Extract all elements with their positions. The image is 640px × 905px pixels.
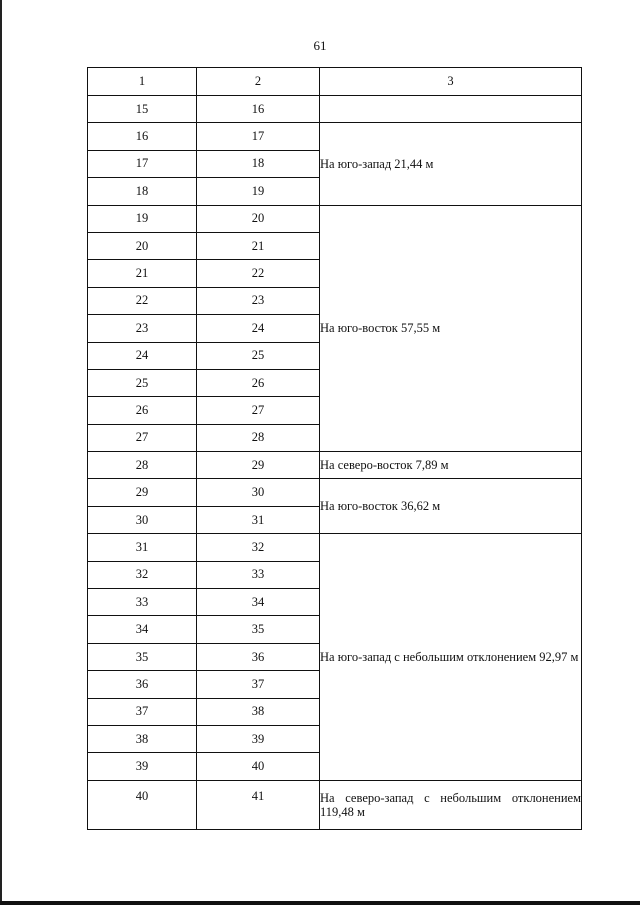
from-point-cell: 39 [88, 753, 197, 780]
to-point-cell: 24 [197, 315, 320, 342]
to-point-cell: 40 [197, 753, 320, 780]
direction-cell: На юго-восток 36,62 м [320, 479, 582, 534]
from-point-cell: 37 [88, 698, 197, 725]
table-row [88, 96, 582, 123]
from-point-cell: 18 [88, 178, 197, 205]
from-point-cell: 33 [88, 589, 197, 616]
from-point-cell: 26 [88, 397, 197, 424]
from-point-cell: 35 [88, 643, 197, 670]
to-point-cell: 41 [197, 780, 320, 829]
from-point-cell: 19 [88, 205, 197, 232]
direction-cell: На северо-восток 7,89 м [320, 452, 582, 479]
direction-cell: На северо-запад с небольшим отклонением 119,48 м [320, 780, 582, 829]
table-row [88, 205, 582, 232]
from-point-cell: 38 [88, 725, 197, 752]
from-point-cell: 32 [88, 561, 197, 588]
header-col-2: 2 [197, 68, 320, 96]
to-point-cell: 36 [197, 643, 320, 670]
from-point-cell: 29 [88, 479, 197, 506]
direction-cell: На юго-запад 21,44 м [320, 123, 582, 205]
to-point-cell: 22 [197, 260, 320, 287]
to-point-cell: 38 [197, 698, 320, 725]
direction-cell [320, 96, 582, 123]
to-point-cell: 29 [197, 452, 320, 479]
boundary-table [87, 67, 582, 830]
to-point-cell: 19 [197, 178, 320, 205]
from-point-cell: 36 [88, 671, 197, 698]
from-point-cell: 24 [88, 342, 197, 369]
to-point-cell: 26 [197, 369, 320, 396]
table-row [88, 780, 582, 829]
from-point-cell: 25 [88, 369, 197, 396]
to-point-cell: 32 [197, 534, 320, 561]
from-point-cell: 21 [88, 260, 197, 287]
to-point-cell: 18 [197, 150, 320, 177]
from-point-cell: 16 [88, 123, 197, 150]
page-bottom-border [0, 901, 640, 905]
table-row [88, 534, 582, 561]
from-point-cell: 34 [88, 616, 197, 643]
from-point-cell: 31 [88, 534, 197, 561]
to-point-cell: 17 [197, 123, 320, 150]
from-point-cell: 28 [88, 452, 197, 479]
to-point-cell: 28 [197, 424, 320, 451]
page-left-border [0, 0, 2, 905]
table-row [88, 123, 582, 150]
to-point-cell: 34 [197, 589, 320, 616]
to-point-cell: 27 [197, 397, 320, 424]
from-point-cell: 40 [88, 780, 197, 829]
to-point-cell: 31 [197, 506, 320, 533]
from-point-cell: 22 [88, 287, 197, 314]
to-point-cell: 35 [197, 616, 320, 643]
direction-cell: На юго-запад с небольшим отклонением 92,97 м [320, 534, 582, 781]
header-col-1: 1 [88, 68, 197, 96]
to-point-cell: 23 [197, 287, 320, 314]
table-header-row [88, 68, 582, 96]
table-row [88, 479, 582, 506]
from-point-cell: 17 [88, 150, 197, 177]
to-point-cell: 33 [197, 561, 320, 588]
direction-cell: На юго-восток 57,55 м [320, 205, 582, 452]
to-point-cell: 39 [197, 725, 320, 752]
to-point-cell: 30 [197, 479, 320, 506]
to-point-cell: 16 [197, 96, 320, 123]
to-point-cell: 20 [197, 205, 320, 232]
to-point-cell: 37 [197, 671, 320, 698]
table-row [88, 452, 582, 479]
from-point-cell: 27 [88, 424, 197, 451]
to-point-cell: 25 [197, 342, 320, 369]
from-point-cell: 23 [88, 315, 197, 342]
from-point-cell: 15 [88, 96, 197, 123]
header-col-3: 3 [320, 68, 582, 96]
from-point-cell: 20 [88, 232, 197, 259]
to-point-cell: 21 [197, 232, 320, 259]
page-number: 61 [313, 38, 327, 53]
from-point-cell: 30 [88, 506, 197, 533]
